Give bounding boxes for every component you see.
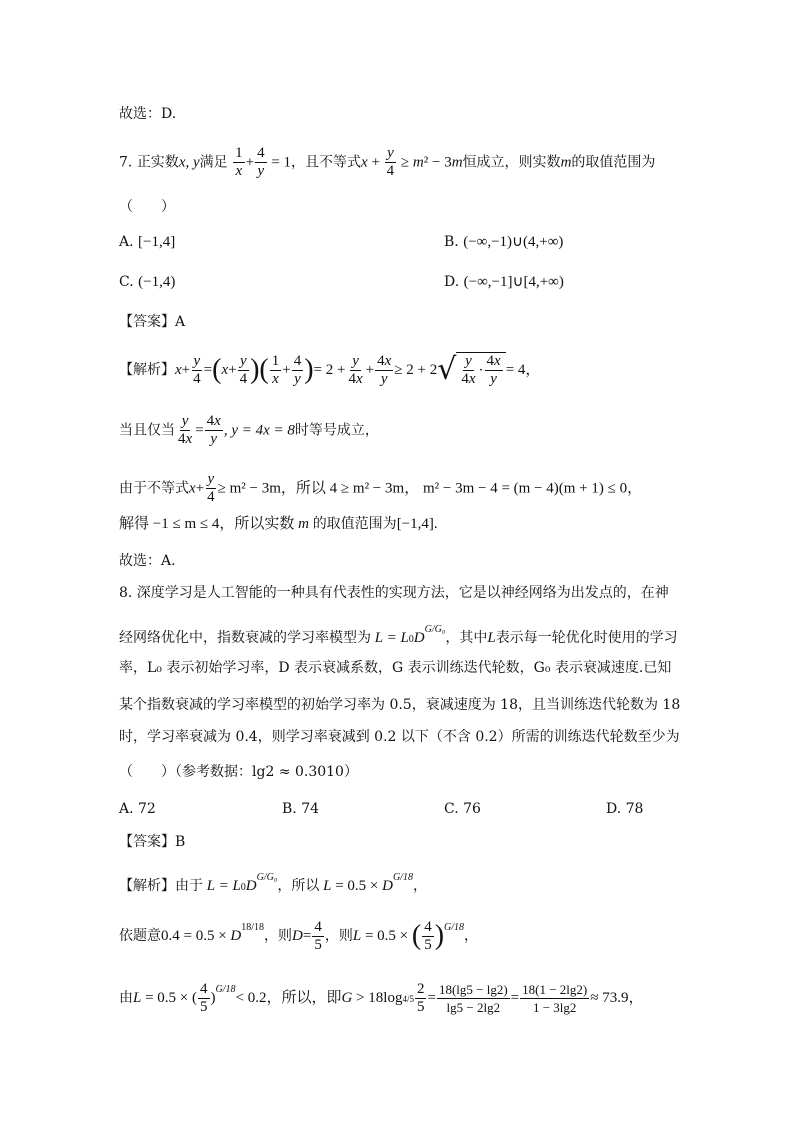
option-d-q8: D. 78 bbox=[606, 801, 644, 817]
analysis-q8-line-3: 由L = 0.5 × ( $\frac{4}{5}$ )$^{G/18}$< 0.2，所以，即G > 18log4/5 $\frac{2}{5}$ = $\frac{18(\lg 5 - \lg 2)}{\lg 5 - 2\lg 2}$ = $\frac{18(1 - 2\lg 2)}{1 - 3\lg 2}$ ≈ 73.9， bbox=[119, 980, 644, 1015]
answer-label: 【答案】A bbox=[119, 314, 186, 330]
answer-choice-text-2: 故选：A. bbox=[119, 553, 176, 569]
option-c-q8: C. 76 bbox=[444, 801, 481, 817]
analysis-q8-line-1: 【解析】由于 $L = L0D^{G/G_0}$，所以 $L = 0.5 \times D^{G/18}$， bbox=[119, 872, 427, 894]
option-b: B. (−∞,−1)∪(4,+∞) bbox=[444, 234, 564, 250]
question-8-line-1: 8. 深度学习是人工智能的一种具有代表性的实现方法，它是以神经网络为出发点的，在神 bbox=[119, 585, 669, 601]
question-8-line-6: （ ）（参考数据：lg2 ≈ 0.3010） bbox=[119, 764, 358, 780]
analysis-line-3: 由于不等式x+ $\frac{y}{4}$ ≥ m² − 3m，所以 4 ≥ m² − 3m， m² − 3m − 4 = (m − 4)(m + 1) ≤ 0， bbox=[119, 471, 643, 505]
question-8-line-5: 时，学习率衰减为 0.4，则学习率衰减到 0.2 以下（不含 0.2）所需的训练迭代轮数至少为 bbox=[119, 729, 680, 745]
option-a-q8: A. 72 bbox=[119, 801, 156, 817]
option-c: C. (−1,4) bbox=[119, 274, 176, 290]
question-8-line-3: 率，L₀ 表示初始学习率，D 表示衰减系数，G 表示训练迭代轮数，G₀ 表示衰减速度.已知 bbox=[119, 660, 672, 676]
question-7-stem: 7. 正实数x, y满足 $\frac{1}{x}$ + $\frac{4}{y}$ = 1，且不等式x + $\frac{y}{4}$ ≥ m² − 3m恒成立，则实数m的取值范围为 bbox=[119, 145, 656, 179]
option-d: D. (−∞,−1]∪[4,+∞) bbox=[444, 274, 564, 290]
option-a: A. [−1,4] bbox=[119, 234, 176, 250]
question-8-line-2: 经网络优化中，指数衰减的学习率模型为 $L = L0D^{G/G_0}$，其中L表示每一轮优化时使用的学习 bbox=[119, 624, 678, 646]
answer-choice-text: 故选：D. bbox=[119, 106, 177, 122]
question-8-line-4: 某个指数衰减的学习率模型的初始学习率为 0.5，衰减速度为 18，且当训练迭代轮数为 18 bbox=[119, 697, 681, 713]
analysis-q8-line-2: 依题意$0.4 = 0.5 \times D^{18/18}$，则D= $\frac{4}{5}$ ，则L = 0.5 × ( $\frac{4}{5}$ )$^{G/18}$， bbox=[119, 918, 479, 953]
question-7-paren: （ ） bbox=[119, 199, 175, 215]
analysis-line-4: 解得 −1 ≤ m ≤ 4，所以实数 m 的取值范围为[−1,4]. bbox=[119, 516, 438, 532]
analysis-line-1: 【解析】x+ $\frac{y}{4}$ =(x+ $\frac{y}{4}$ )( $\frac{1}{x}$ + $\frac{4}{y}$ )= 2 + $\frac{y}{4x}$ + $\frac{4x}{y}$ ≥ 2 + 2√ $\frac{y}{4x}$ · $\frac{4x}{y}$ = 4， bbox=[119, 352, 541, 387]
analysis-line-2: 当且仅当 $\frac{y}{4x}$ = $\frac{4x}{y}$ , y = 4x = 8时等号成立， bbox=[119, 413, 379, 447]
option-b-q8: B. 74 bbox=[282, 801, 320, 817]
answer-label-q8: 【答案】B bbox=[119, 834, 186, 850]
